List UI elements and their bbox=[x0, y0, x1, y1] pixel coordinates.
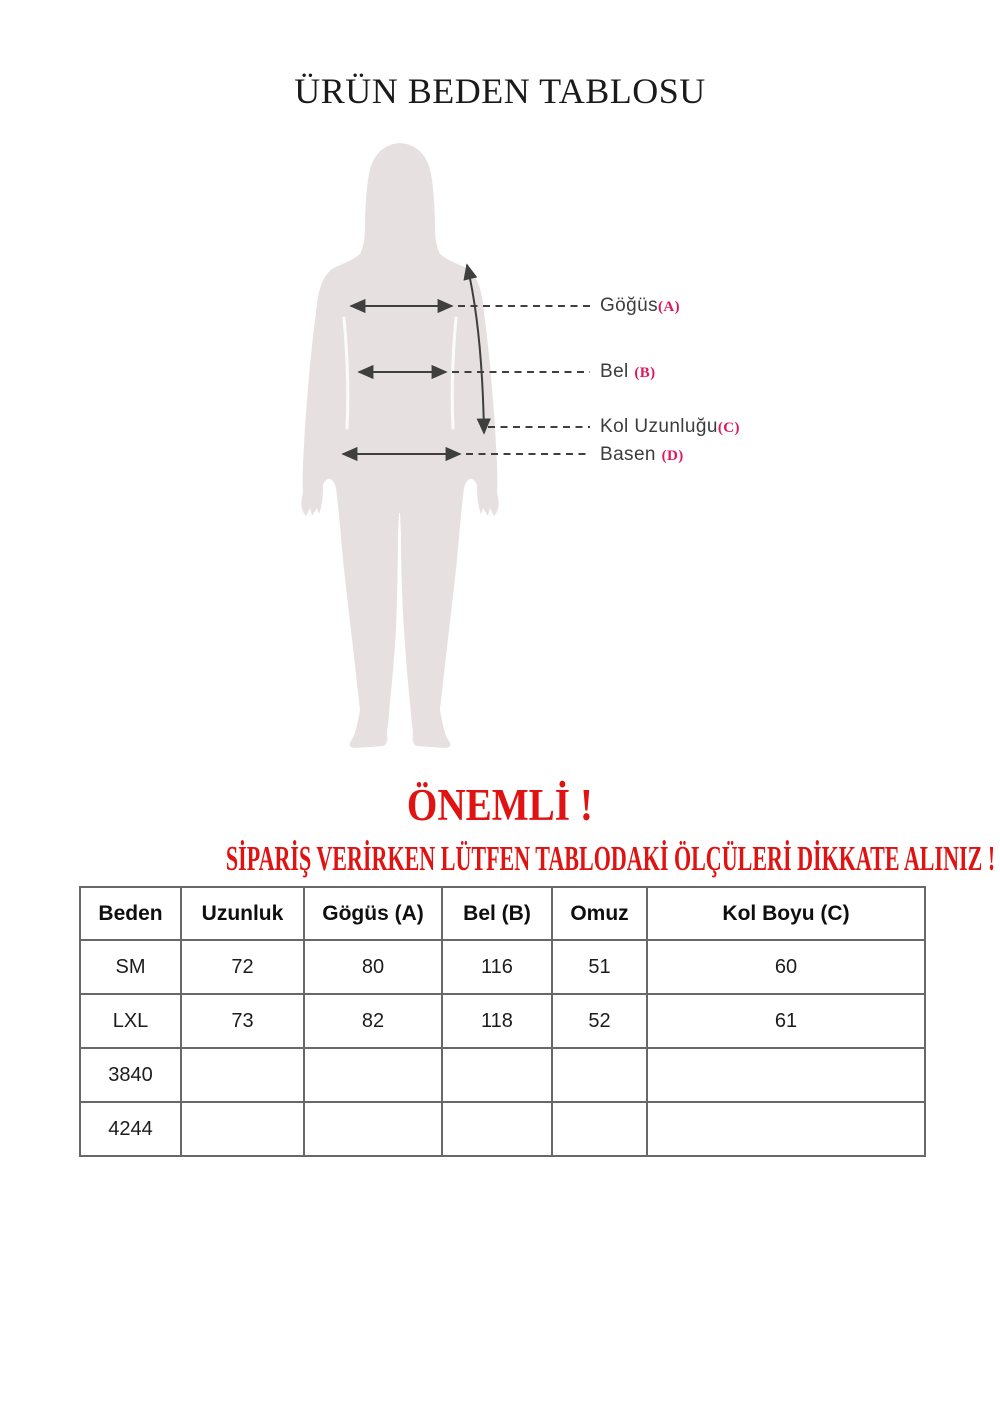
column-header-uzunluk: Uzunluk bbox=[181, 887, 304, 940]
measurement-code: (C) bbox=[717, 420, 740, 436]
table-row-4244 bbox=[80, 1102, 925, 1156]
measurement-label-arm-length bbox=[600, 415, 740, 440]
table-cell bbox=[647, 1048, 925, 1102]
table-cell bbox=[552, 1048, 647, 1102]
table-cell: SM bbox=[80, 940, 181, 994]
table-cell bbox=[304, 1048, 442, 1102]
warning-heading-text: ÖNEMLİ ! bbox=[407, 780, 593, 830]
measurement-arrows bbox=[330, 240, 600, 480]
table-cell: 51 bbox=[552, 940, 647, 994]
table-cell: 60 bbox=[647, 940, 925, 994]
column-header-omuz: Omuz bbox=[552, 887, 647, 940]
measurement-name: Basen bbox=[600, 444, 662, 465]
table-row-3840 bbox=[80, 1048, 925, 1102]
table-cell bbox=[181, 1102, 304, 1156]
column-header-bel: Bel (B) bbox=[442, 887, 552, 940]
table-cell: 61 bbox=[647, 994, 925, 1048]
page-title: ÜRÜN BEDEN TABLOSU bbox=[294, 71, 706, 111]
measurement-name: Göğüs bbox=[600, 295, 658, 316]
warning-subheading bbox=[0, 838, 1000, 880]
measurement-name: Bel bbox=[600, 361, 635, 382]
table-cell: 118 bbox=[442, 994, 552, 1048]
measurement-label-waist bbox=[600, 360, 656, 385]
measurement-code: (B) bbox=[634, 365, 656, 381]
measurement-code: (D) bbox=[661, 448, 684, 464]
table-cell: 73 bbox=[181, 994, 304, 1048]
arm-length-arrow bbox=[467, 265, 484, 433]
column-header-kol-boyu: Kol Boyu (C) bbox=[647, 887, 925, 940]
table-cell bbox=[442, 1048, 552, 1102]
table-cell bbox=[647, 1102, 925, 1156]
table-cell: 3840 bbox=[80, 1048, 181, 1102]
table-cell: 116 bbox=[442, 940, 552, 994]
table-cell bbox=[181, 1048, 304, 1102]
measurement-code: (A) bbox=[657, 299, 681, 315]
table-cell: 80 bbox=[304, 940, 442, 994]
warning-heading bbox=[0, 779, 1000, 831]
table-cell: LXL bbox=[80, 994, 181, 1048]
measurement-label-chest bbox=[600, 294, 680, 319]
table-cell bbox=[442, 1102, 552, 1156]
table-row-lxl bbox=[80, 994, 925, 1048]
table-cell bbox=[552, 1102, 647, 1156]
warning-subheading-text: SİPARİŞ VERİRKEN LÜTFEN TABLODAKİ ÖLÇÜLERİ DİKKATE ALINIZ ! bbox=[225, 839, 996, 878]
size-table bbox=[79, 886, 926, 1157]
table-cell: 4244 bbox=[80, 1102, 181, 1156]
column-header-gogus: Gögüs (A) bbox=[304, 887, 442, 940]
table-header-row bbox=[80, 887, 925, 940]
table-row-sm bbox=[80, 940, 925, 994]
table-cell: 72 bbox=[181, 940, 304, 994]
table-cell: 52 bbox=[552, 994, 647, 1048]
table-cell: 82 bbox=[304, 994, 442, 1048]
measurement-name: Kol Uzunluğu bbox=[600, 416, 718, 437]
table-cell bbox=[304, 1102, 442, 1156]
column-header-beden: Beden bbox=[80, 887, 181, 940]
measurement-label-hip bbox=[600, 443, 684, 468]
